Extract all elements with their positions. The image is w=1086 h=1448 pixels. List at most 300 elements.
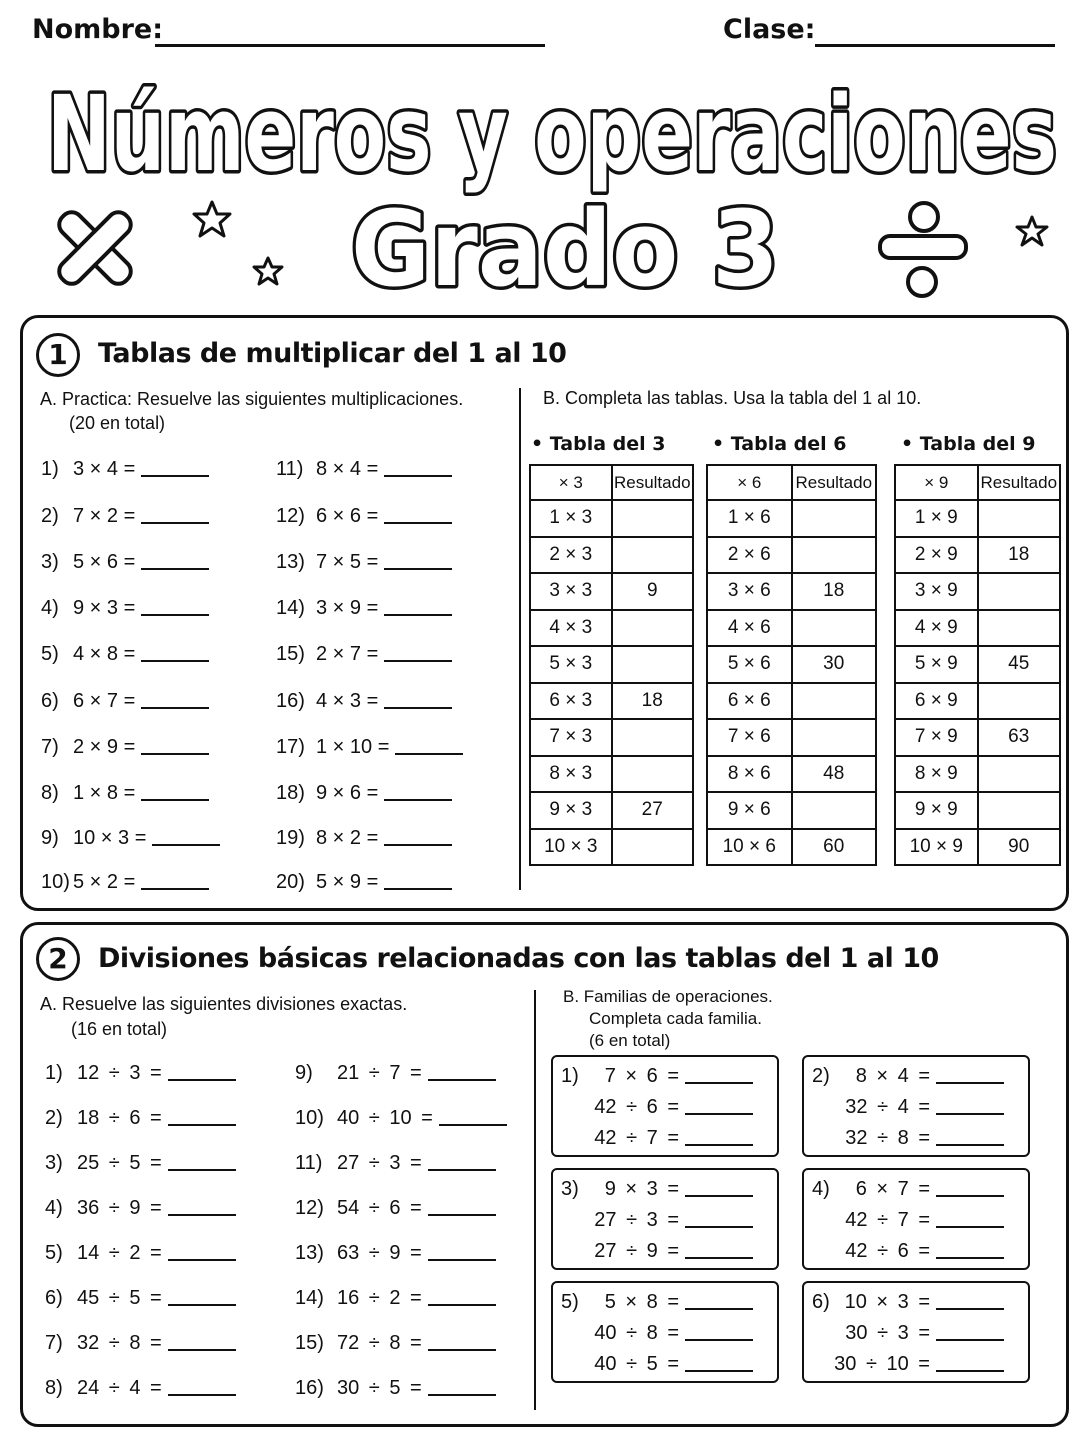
answer-blank[interactable] xyxy=(384,614,452,616)
problem-item xyxy=(41,597,209,620)
header-factor: × 3 xyxy=(530,465,612,500)
problem-number: 4) xyxy=(41,597,59,619)
problem-number: 9) xyxy=(41,827,59,849)
answer-blank[interactable] xyxy=(936,1370,1004,1372)
equation-text: 5 × 8 = xyxy=(604,1291,679,1313)
header-factor: × 9 xyxy=(895,465,978,500)
section-number: 1 xyxy=(36,333,80,377)
factor-cell: 4 × 3 xyxy=(530,610,612,647)
equation-text: 42 ÷ 6 = xyxy=(845,1240,930,1262)
result-cell[interactable] xyxy=(612,719,694,756)
problem-number: 8) xyxy=(41,782,59,804)
problem-number: 14) xyxy=(276,597,305,619)
answer-blank[interactable] xyxy=(384,522,452,524)
answer-blank[interactable] xyxy=(395,753,463,755)
part-b-count: (6 en total) xyxy=(589,1031,671,1050)
table-row xyxy=(707,500,876,537)
problem-item xyxy=(276,871,452,894)
grade-title: Grado 3 xyxy=(351,188,779,305)
factor-cell: 7 × 9 xyxy=(895,719,978,756)
problem-item xyxy=(276,597,452,620)
result-cell[interactable] xyxy=(612,756,694,793)
answer-blank[interactable] xyxy=(168,1394,236,1396)
family-number: 3) xyxy=(561,1178,579,1200)
table-label: • Tabla del 9 xyxy=(901,433,1036,455)
problem-item xyxy=(41,505,209,528)
result-cell[interactable] xyxy=(978,610,1061,647)
family-equation xyxy=(594,1127,753,1150)
answer-blank[interactable] xyxy=(428,1304,496,1306)
problem-item xyxy=(45,1332,236,1355)
table-row xyxy=(530,719,693,756)
equation-text: 42 ÷ 7 = xyxy=(845,1209,930,1231)
answer-blank[interactable] xyxy=(168,1169,236,1171)
section-division xyxy=(20,922,1069,1427)
family-equation xyxy=(845,1240,1004,1263)
table-row xyxy=(895,573,1060,610)
section-title: Tablas de multiplicar del 1 al 10 xyxy=(98,338,567,369)
answer-blank[interactable] xyxy=(685,1308,753,1310)
answer-blank[interactable] xyxy=(685,1257,753,1259)
part-b-instruction: B. Familias de operaciones. xyxy=(563,987,773,1006)
problem-item xyxy=(41,690,209,713)
answer-blank[interactable] xyxy=(141,888,209,890)
table-row xyxy=(530,829,693,866)
result-cell[interactable] xyxy=(978,792,1061,829)
answer-blank[interactable] xyxy=(685,1370,753,1372)
header-result: Resultado xyxy=(978,465,1061,500)
problem-item xyxy=(41,458,209,481)
equation-text: 8 × 4 = xyxy=(855,1065,930,1087)
problem-item xyxy=(295,1332,496,1355)
result-cell: 27 xyxy=(612,792,694,829)
answer-blank[interactable] xyxy=(936,1257,1004,1259)
section-number: 2 xyxy=(36,937,80,981)
problem-expression: 6 × 7 = xyxy=(73,690,136,712)
answer-blank[interactable] xyxy=(936,1082,1004,1084)
answer-blank[interactable] xyxy=(685,1339,753,1341)
factor-cell: 6 × 6 xyxy=(707,683,792,720)
factor-cell: 9 × 3 xyxy=(530,792,612,829)
answer-blank[interactable] xyxy=(936,1339,1004,1341)
table-row xyxy=(707,683,876,720)
result-cell[interactable] xyxy=(612,537,694,574)
factor-cell: 1 × 9 xyxy=(895,500,978,537)
problem-number: 18) xyxy=(276,782,305,804)
table-row xyxy=(707,573,876,610)
problem-expression: 5 × 9 = xyxy=(316,871,379,893)
fact-family-box xyxy=(551,1055,779,1157)
factor-cell: 8 × 3 xyxy=(530,756,612,793)
class-field[interactable] xyxy=(815,44,1055,47)
answer-blank[interactable] xyxy=(141,568,209,570)
part-b-instruction-2: Completa cada familia. xyxy=(589,1009,762,1028)
answer-blank[interactable] xyxy=(141,707,209,709)
problem-expression: 5 × 6 = xyxy=(73,551,136,573)
problem-item xyxy=(45,1377,236,1400)
problem-item xyxy=(295,1242,496,1265)
part-a-count: (16 en total) xyxy=(71,1019,168,1039)
family-equation xyxy=(845,1096,1004,1119)
result-cell[interactable] xyxy=(612,829,694,866)
problem-item xyxy=(295,1062,496,1085)
answer-blank[interactable] xyxy=(428,1214,496,1216)
factor-cell: 5 × 3 xyxy=(530,646,612,683)
problem-item xyxy=(41,551,209,574)
problem-expression: 8 × 4 = xyxy=(316,458,379,480)
problem-number: 6) xyxy=(45,1287,63,1309)
problem-number: 11) xyxy=(295,1152,323,1174)
problem-number: 7) xyxy=(41,736,59,758)
family-equation xyxy=(605,1291,753,1314)
answer-blank[interactable] xyxy=(384,799,452,801)
part-a-instruction: A. Resuelve las siguientes divisiones exactas. xyxy=(40,994,408,1014)
problem-item xyxy=(41,871,209,894)
factor-cell: 4 × 6 xyxy=(707,610,792,647)
answer-blank[interactable] xyxy=(428,1259,496,1261)
fact-family-box xyxy=(551,1168,779,1270)
problem-item xyxy=(45,1062,236,1085)
answer-blank[interactable] xyxy=(168,1349,236,1351)
part-a-count: (20 en total) xyxy=(69,413,166,433)
table-row xyxy=(895,792,1060,829)
problem-item xyxy=(295,1377,496,1400)
problem-expression: 4 × 3 = xyxy=(316,690,379,712)
family-number: 2) xyxy=(812,1065,830,1087)
answer-blank[interactable] xyxy=(152,844,220,846)
answer-blank[interactable] xyxy=(936,1226,1004,1228)
equation-text: 32 ÷ 4 = xyxy=(845,1096,930,1118)
answer-blank[interactable] xyxy=(936,1144,1004,1146)
problem-number: 13) xyxy=(276,551,305,573)
table-row xyxy=(707,756,876,793)
result-cell: 63 xyxy=(978,719,1061,756)
problem-item xyxy=(41,736,209,759)
answer-blank[interactable] xyxy=(141,660,209,662)
family-equation xyxy=(594,1240,753,1263)
problem-item xyxy=(276,690,452,713)
factor-cell: 10 × 6 xyxy=(707,829,792,866)
result-cell[interactable] xyxy=(792,610,877,647)
table-row xyxy=(707,829,876,866)
multiplication-table xyxy=(529,464,694,866)
problem-expression: 6 × 6 = xyxy=(316,505,379,527)
table-row xyxy=(530,683,693,720)
family-number: 6) xyxy=(812,1291,830,1313)
result-cell[interactable] xyxy=(978,756,1061,793)
table-row xyxy=(530,792,693,829)
answer-blank[interactable] xyxy=(168,1124,236,1126)
result-cell[interactable] xyxy=(792,537,877,574)
table-row xyxy=(530,573,693,610)
table-label: • Tabla del 6 xyxy=(712,433,847,455)
table-row xyxy=(707,646,876,683)
table-row xyxy=(707,537,876,574)
table-row xyxy=(895,646,1060,683)
problem-item xyxy=(295,1152,496,1175)
answer-blank[interactable] xyxy=(141,522,209,524)
problem-expression: 9 × 6 = xyxy=(316,782,379,804)
answer-blank[interactable] xyxy=(384,844,452,846)
problem-number: 11) xyxy=(276,458,304,480)
problem-expression: 16 ÷ 2 = xyxy=(337,1287,422,1309)
family-equation xyxy=(845,1127,1004,1150)
family-equation xyxy=(594,1096,753,1119)
result-cell[interactable] xyxy=(612,500,694,537)
answer-blank[interactable] xyxy=(384,568,452,570)
equation-text: 40 ÷ 8 = xyxy=(594,1322,679,1344)
factor-cell: 8 × 6 xyxy=(707,756,792,793)
equation-text: 30 ÷ 10 = xyxy=(834,1353,930,1375)
answer-blank[interactable] xyxy=(936,1113,1004,1115)
factor-cell: 9 × 9 xyxy=(895,792,978,829)
factor-cell: 1 × 6 xyxy=(707,500,792,537)
problem-number: 1) xyxy=(45,1062,63,1084)
problem-item xyxy=(276,736,463,759)
problem-expression: 63 ÷ 9 = xyxy=(337,1242,422,1264)
factor-cell: 1 × 3 xyxy=(530,500,612,537)
equation-text: 9 × 3 = xyxy=(604,1178,679,1200)
answer-blank[interactable] xyxy=(428,1349,496,1351)
header-factor: × 6 xyxy=(707,465,792,500)
name-field[interactable] xyxy=(155,44,545,47)
problem-item xyxy=(295,1197,496,1220)
class-label: Clase: xyxy=(723,14,816,45)
table-row xyxy=(895,829,1060,866)
family-equation xyxy=(594,1209,753,1232)
answer-blank[interactable] xyxy=(685,1113,753,1115)
result-cell: 9 xyxy=(612,573,694,610)
answer-blank[interactable] xyxy=(936,1308,1004,1310)
problem-number: 7) xyxy=(45,1332,63,1354)
problem-expression: 21 ÷ 7 = xyxy=(337,1062,422,1084)
fact-family-box xyxy=(802,1168,1030,1270)
equation-text: 6 × 7 = xyxy=(855,1178,930,1200)
problem-expression: 5 × 2 = xyxy=(73,871,136,893)
factor-cell: 8 × 9 xyxy=(895,756,978,793)
problem-number: 12) xyxy=(276,505,305,527)
problem-expression: 2 × 9 = xyxy=(73,736,136,758)
answer-blank[interactable] xyxy=(141,753,209,755)
problem-item xyxy=(295,1287,496,1310)
factor-cell: 3 × 9 xyxy=(895,573,978,610)
problem-number: 9) xyxy=(295,1062,313,1084)
family-equation xyxy=(845,1322,1004,1345)
problem-expression: 1 × 10 = xyxy=(316,736,390,758)
factor-cell: 4 × 9 xyxy=(895,610,978,647)
factor-cell: 5 × 9 xyxy=(895,646,978,683)
result-cell[interactable] xyxy=(978,683,1061,720)
answer-blank[interactable] xyxy=(168,1304,236,1306)
result-cell[interactable] xyxy=(792,683,877,720)
table-row xyxy=(895,683,1060,720)
family-equation xyxy=(845,1209,1004,1232)
main-title: Números y operaciones xyxy=(47,73,1057,195)
answer-blank[interactable] xyxy=(384,707,452,709)
equation-text: 42 ÷ 7 = xyxy=(594,1127,679,1149)
problem-expression: 9 × 3 = xyxy=(73,597,136,619)
problem-expression: 2 × 7 = xyxy=(316,643,379,665)
family-number: 1) xyxy=(561,1065,579,1087)
fact-family-box xyxy=(551,1281,779,1383)
table-row xyxy=(707,719,876,756)
answer-blank[interactable] xyxy=(428,1079,496,1081)
problem-expression: 45 ÷ 5 = xyxy=(77,1287,162,1309)
problem-number: 4) xyxy=(45,1197,63,1219)
problem-item xyxy=(41,782,209,805)
star-icon xyxy=(1017,217,1047,245)
table-row xyxy=(895,537,1060,574)
factor-cell: 3 × 3 xyxy=(530,573,612,610)
problem-number: 16) xyxy=(276,690,305,712)
problem-number: 5) xyxy=(45,1242,63,1264)
part-b-instruction: B. Completa las tablas. Usa la tabla del 1 al 10. xyxy=(543,388,922,408)
factor-cell: 6 × 9 xyxy=(895,683,978,720)
answer-blank[interactable] xyxy=(384,660,452,662)
problem-number: 14) xyxy=(295,1287,324,1309)
divide-icon xyxy=(880,203,966,296)
factor-cell: 7 × 3 xyxy=(530,719,612,756)
answer-blank[interactable] xyxy=(384,888,452,890)
factor-cell: 10 × 3 xyxy=(530,829,612,866)
factor-cell: 3 × 6 xyxy=(707,573,792,610)
part-a-instruction: A. Practica: Resuelve las siguientes multiplicaciones. xyxy=(40,389,464,409)
fact-family-box xyxy=(802,1281,1030,1383)
problem-expression: 72 ÷ 8 = xyxy=(337,1332,422,1354)
factor-cell: 5 × 6 xyxy=(707,646,792,683)
problem-number: 15) xyxy=(295,1332,324,1354)
problem-item xyxy=(45,1287,236,1310)
problem-item xyxy=(45,1242,236,1265)
answer-blank[interactable] xyxy=(439,1124,507,1126)
problem-item xyxy=(45,1107,236,1130)
answer-blank[interactable] xyxy=(141,799,209,801)
problem-item xyxy=(41,643,209,666)
answer-blank[interactable] xyxy=(141,475,209,477)
problem-number: 12) xyxy=(295,1197,324,1219)
result-cell: 45 xyxy=(978,646,1061,683)
table-row xyxy=(530,756,693,793)
table-header-row xyxy=(530,465,693,500)
problem-number: 10) xyxy=(295,1107,324,1129)
table-row xyxy=(530,500,693,537)
problem-number: 15) xyxy=(276,643,305,665)
problem-number: 6) xyxy=(41,690,59,712)
problem-expression: 12 ÷ 3 = xyxy=(77,1062,162,1084)
table-row xyxy=(895,719,1060,756)
problem-number: 16) xyxy=(295,1377,324,1399)
table-row xyxy=(707,610,876,647)
equation-text: 40 ÷ 5 = xyxy=(594,1353,679,1375)
family-number: 4) xyxy=(812,1178,830,1200)
answer-blank[interactable] xyxy=(685,1226,753,1228)
problem-expression: 7 × 2 = xyxy=(73,505,136,527)
problem-expression: 32 ÷ 8 = xyxy=(77,1332,162,1354)
star-icon xyxy=(254,258,282,284)
answer-blank[interactable] xyxy=(141,614,209,616)
answer-blank[interactable] xyxy=(168,1259,236,1261)
result-cell[interactable] xyxy=(612,610,694,647)
equation-text: 10 × 3 = xyxy=(844,1291,930,1313)
problem-expression: 24 ÷ 4 = xyxy=(77,1377,162,1399)
table-row xyxy=(895,756,1060,793)
equation-text: 27 ÷ 9 = xyxy=(594,1240,679,1262)
answer-blank[interactable] xyxy=(685,1144,753,1146)
problem-expression: 7 × 5 = xyxy=(316,551,379,573)
factor-cell: 2 × 6 xyxy=(707,537,792,574)
table-header-row xyxy=(895,465,1060,500)
problem-expression: 3 × 4 = xyxy=(73,458,136,480)
result-cell[interactable] xyxy=(978,573,1061,610)
answer-blank[interactable] xyxy=(428,1169,496,1171)
name-label: Nombre: xyxy=(32,14,164,45)
result-cell: 18 xyxy=(978,537,1061,574)
result-cell: 18 xyxy=(612,683,694,720)
problem-item xyxy=(276,505,452,528)
equation-text: 30 ÷ 3 = xyxy=(845,1322,930,1344)
result-cell[interactable] xyxy=(612,646,694,683)
result-cell: 90 xyxy=(978,829,1061,866)
result-cell: 30 xyxy=(792,646,877,683)
problem-number: 17) xyxy=(276,736,305,758)
section-title: Divisiones básicas relacionadas con las tablas del 1 al 10 xyxy=(98,943,939,974)
answer-blank[interactable] xyxy=(168,1214,236,1216)
answer-blank[interactable] xyxy=(936,1195,1004,1197)
table-row xyxy=(530,537,693,574)
result-cell[interactable] xyxy=(792,792,877,829)
problem-item xyxy=(41,827,220,850)
family-number: 5) xyxy=(561,1291,579,1313)
problem-expression: 27 ÷ 3 = xyxy=(337,1152,422,1174)
answer-blank[interactable] xyxy=(685,1082,753,1084)
problem-expression: 4 × 8 = xyxy=(73,643,136,665)
problem-expression: 1 × 8 = xyxy=(73,782,136,804)
divider xyxy=(534,990,536,1410)
problem-expression: 40 ÷ 10 = xyxy=(337,1107,433,1129)
result-cell[interactable] xyxy=(978,500,1061,537)
problem-expression: 3 × 9 = xyxy=(316,597,379,619)
answer-blank[interactable] xyxy=(384,475,452,477)
factor-cell: 2 × 3 xyxy=(530,537,612,574)
problem-number: 8) xyxy=(45,1377,63,1399)
result-cell[interactable] xyxy=(792,500,877,537)
answer-blank[interactable] xyxy=(428,1394,496,1396)
multiply-icon xyxy=(31,184,158,305)
problem-number: 1) xyxy=(41,458,59,480)
factor-cell: 7 × 6 xyxy=(707,719,792,756)
problem-expression: 14 ÷ 2 = xyxy=(77,1242,162,1264)
header-result: Resultado xyxy=(792,465,877,500)
family-equation xyxy=(856,1065,1004,1088)
answer-blank[interactable] xyxy=(685,1195,753,1197)
family-equation xyxy=(605,1065,753,1088)
problem-number: 3) xyxy=(45,1152,63,1174)
result-cell[interactable] xyxy=(792,719,877,756)
table-header-row xyxy=(707,465,876,500)
answer-blank[interactable] xyxy=(168,1079,236,1081)
problem-item xyxy=(45,1152,236,1175)
star-icon xyxy=(194,202,230,236)
family-equation xyxy=(605,1178,753,1201)
header-result: Resultado xyxy=(612,465,694,500)
table-row xyxy=(530,646,693,683)
table-row xyxy=(895,500,1060,537)
problem-item xyxy=(295,1107,507,1130)
table-row xyxy=(895,610,1060,647)
fact-family-box xyxy=(802,1055,1030,1157)
family-equation xyxy=(845,1291,1004,1314)
equation-text: 42 ÷ 6 = xyxy=(594,1096,679,1118)
